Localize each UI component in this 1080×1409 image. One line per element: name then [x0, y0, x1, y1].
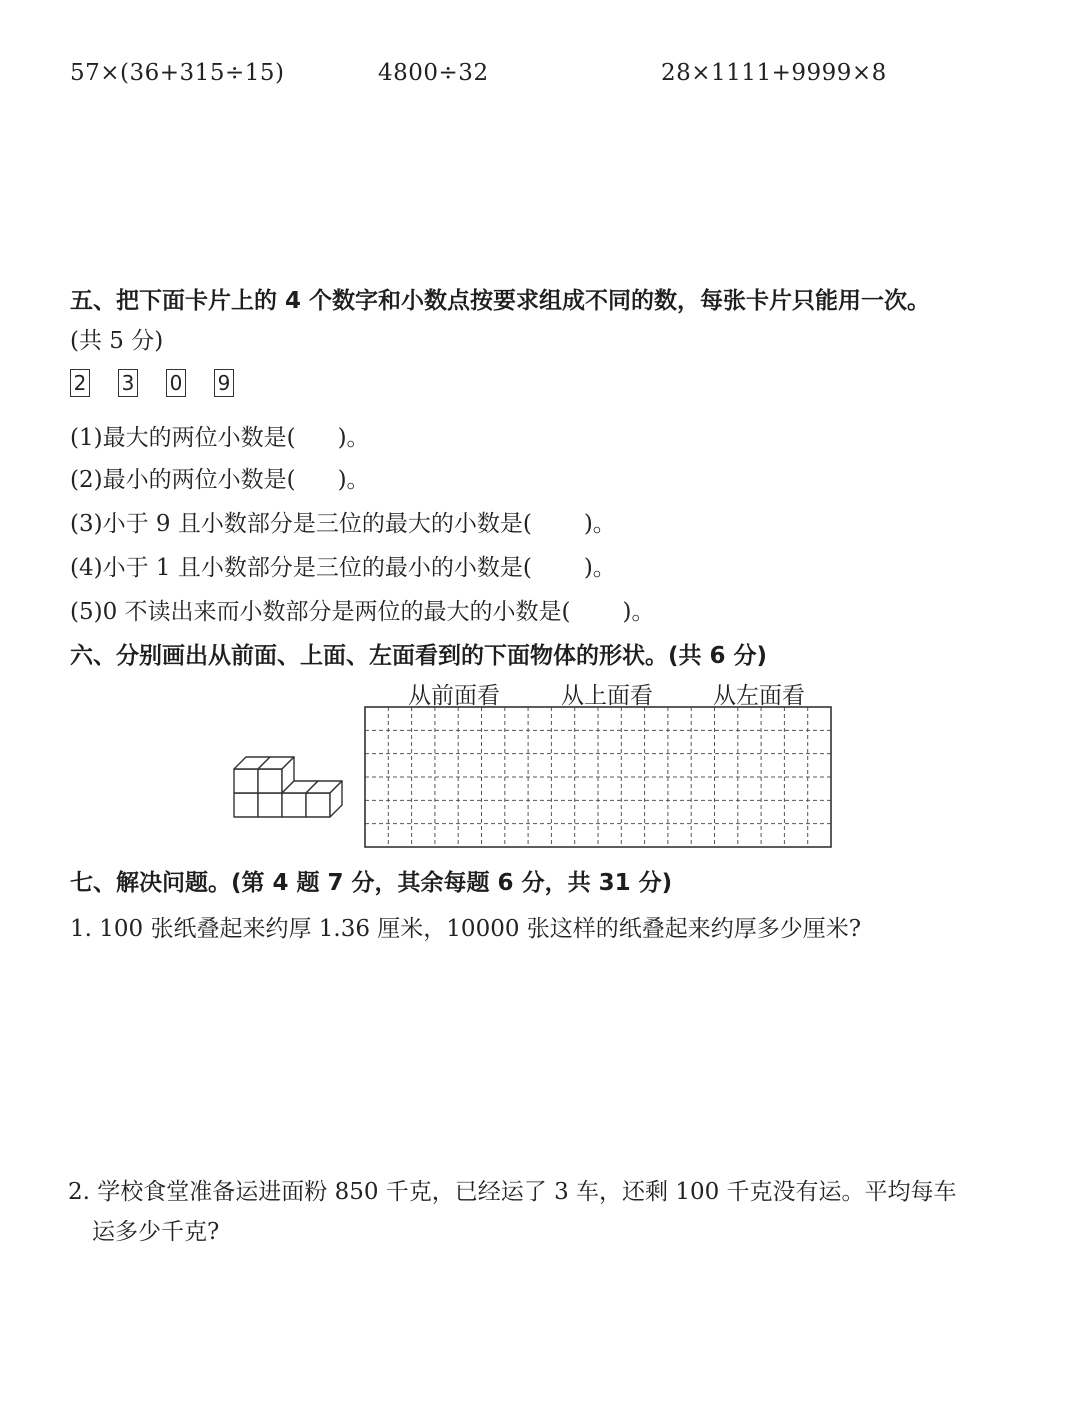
section5-score: (共 5 分) [70, 328, 164, 354]
problem-2-line-2: 运多少千克? [92, 1219, 220, 1245]
section7-heading: 七、解决问题。(第 4 题 7 分，其余每题 6 分，共 31 分) [70, 870, 673, 896]
problem-2-line-1: 2. 学校食堂准备运进面粉 850 千克，已经运了 3 车，还剩 100 千克没有运。平均每车 [68, 1179, 957, 1205]
question-item-2: (2)最小的两位小数是( )。 [70, 467, 370, 493]
drawing-grid[interactable] [364, 706, 832, 848]
number-card: 0 [166, 369, 186, 397]
number-card: 9 [214, 369, 234, 397]
section5-heading: 五、把下面卡片上的 4 个数字和小数点按要求组成不同的数，每张卡片只能用一次。 [70, 288, 931, 314]
calc-expression-1: 57×(36+315÷15) [70, 60, 285, 86]
view-label-top: 从上面看 [561, 683, 653, 709]
number-card: 3 [118, 369, 138, 397]
question-item-3: (3)小于 9 且小数部分是三位的最大的小数是( )。 [70, 511, 616, 537]
problem-1: 1. 100 张纸叠起来约厚 1.36 厘米，10000 张这样的纸叠起来约厚多少厘米? [70, 916, 862, 942]
calc-expression-3: 28×1111+9999×8 [661, 60, 887, 86]
question-item-4: (4)小于 1 且小数部分是三位的最小的小数是( )。 [70, 555, 616, 581]
number-card: 2 [70, 369, 90, 397]
view-label-left: 从左面看 [713, 683, 805, 709]
view-label-front: 从前面看 [408, 683, 500, 709]
cube-figure [228, 752, 352, 824]
question-item-1: (1)最大的两位小数是( )。 [70, 425, 370, 451]
section6-heading: 六、分别画出从前面、上面、左面看到的下面物体的形状。(共 6 分) [70, 643, 768, 669]
question-item-5: (5)0 不读出来而小数部分是两位的最大的小数是( )。 [70, 599, 655, 625]
calc-expression-2: 4800÷32 [378, 60, 489, 86]
